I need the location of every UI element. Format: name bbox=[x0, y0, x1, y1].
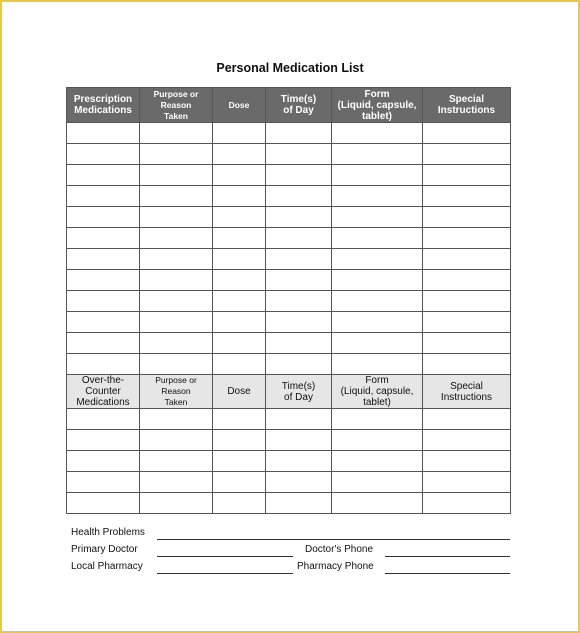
otc-header-row bbox=[67, 375, 511, 409]
prescription-cell[interactable] bbox=[266, 207, 332, 228]
prescription-cell[interactable] bbox=[423, 333, 511, 354]
prescription-cell[interactable] bbox=[140, 165, 213, 186]
header-purpose: Purpose or Reason Taken bbox=[140, 88, 213, 123]
otc-cell[interactable] bbox=[266, 430, 332, 451]
table-row bbox=[67, 249, 511, 270]
prescription-cell[interactable] bbox=[266, 228, 332, 249]
table-row bbox=[67, 144, 511, 165]
prescription-cell[interactable] bbox=[67, 186, 140, 207]
local-pharmacy-label: Local Pharmacy bbox=[71, 561, 143, 572]
otc-cell[interactable] bbox=[213, 430, 266, 451]
otc-cell[interactable] bbox=[423, 451, 511, 472]
doctors-phone-label: Doctor's Phone bbox=[305, 544, 374, 555]
prescription-cell[interactable] bbox=[423, 249, 511, 270]
prescription-cell[interactable] bbox=[266, 186, 332, 207]
prescription-cell[interactable] bbox=[423, 291, 511, 312]
prescription-cell[interactable] bbox=[67, 249, 140, 270]
header-special-instructions: Special Instructions bbox=[423, 88, 511, 123]
prescription-cell[interactable] bbox=[140, 207, 213, 228]
prescription-cell[interactable] bbox=[67, 123, 140, 144]
prescription-cell[interactable] bbox=[332, 207, 423, 228]
otc-cell[interactable] bbox=[423, 493, 511, 514]
otc-cell[interactable] bbox=[266, 409, 332, 430]
header-dose: Dose bbox=[213, 88, 266, 123]
otc-cell[interactable] bbox=[213, 409, 266, 430]
header-otc-times-of-day: Time(s) of Day bbox=[266, 375, 332, 409]
prescription-cell[interactable] bbox=[67, 333, 140, 354]
prescription-cell[interactable] bbox=[213, 165, 266, 186]
prescription-cell[interactable] bbox=[213, 123, 266, 144]
table-row bbox=[67, 472, 511, 493]
doctors-phone-line[interactable] bbox=[385, 556, 510, 557]
prescription-cell[interactable] bbox=[140, 144, 213, 165]
pharmacy-phone-label: Pharmacy Phone bbox=[297, 561, 374, 572]
otc-cell[interactable] bbox=[67, 430, 140, 451]
prescription-cell[interactable] bbox=[266, 123, 332, 144]
table-row bbox=[67, 430, 511, 451]
table-row bbox=[67, 312, 511, 333]
prescription-cell[interactable] bbox=[423, 165, 511, 186]
header-prescription-medications: Prescription Medications bbox=[67, 88, 140, 123]
table-row bbox=[67, 123, 511, 144]
prescription-cell[interactable] bbox=[332, 165, 423, 186]
prescription-cell[interactable] bbox=[423, 228, 511, 249]
otc-cell[interactable] bbox=[140, 493, 213, 514]
prescription-cell[interactable] bbox=[423, 354, 511, 375]
prescription-cell[interactable] bbox=[332, 354, 423, 375]
table-row bbox=[67, 451, 511, 472]
prescription-cell[interactable] bbox=[213, 270, 266, 291]
prescription-cell[interactable] bbox=[332, 186, 423, 207]
table-row bbox=[67, 165, 511, 186]
prescription-cell[interactable] bbox=[423, 186, 511, 207]
pharmacy-phone-line[interactable] bbox=[385, 573, 510, 574]
otc-cell[interactable] bbox=[140, 409, 213, 430]
primary-doctor-label: Primary Doctor bbox=[71, 544, 138, 555]
otc-cell[interactable] bbox=[332, 430, 423, 451]
prescription-cell[interactable] bbox=[140, 354, 213, 375]
otc-cell[interactable] bbox=[67, 493, 140, 514]
health-problems-line[interactable] bbox=[157, 539, 510, 540]
header-otc-medications: Over-the- Counter Medications bbox=[67, 375, 140, 409]
table-row bbox=[67, 291, 511, 312]
table-row bbox=[67, 333, 511, 354]
prescription-cell[interactable] bbox=[266, 144, 332, 165]
header-otc-dose: Dose bbox=[213, 375, 266, 409]
table-row bbox=[67, 207, 511, 228]
prescription-cell[interactable] bbox=[266, 333, 332, 354]
prescription-cell[interactable] bbox=[67, 270, 140, 291]
table-row bbox=[67, 354, 511, 375]
otc-cell[interactable] bbox=[332, 451, 423, 472]
otc-cell[interactable] bbox=[423, 409, 511, 430]
prescription-cell[interactable] bbox=[140, 333, 213, 354]
header-otc-purpose: Purpose or Reason Taken bbox=[140, 375, 213, 409]
prescription-cell[interactable] bbox=[213, 312, 266, 333]
prescription-cell[interactable] bbox=[67, 228, 140, 249]
prescription-cell[interactable] bbox=[67, 144, 140, 165]
health-problems-label: Health Problems bbox=[71, 527, 145, 538]
prescription-cell[interactable] bbox=[423, 207, 511, 228]
prescription-cell[interactable] bbox=[213, 354, 266, 375]
otc-cell[interactable] bbox=[213, 493, 266, 514]
table-row bbox=[67, 409, 511, 430]
prescription-cell[interactable] bbox=[67, 165, 140, 186]
otc-cell[interactable] bbox=[140, 451, 213, 472]
prescription-cell[interactable] bbox=[67, 312, 140, 333]
prescription-cell[interactable] bbox=[140, 228, 213, 249]
prescription-cell[interactable] bbox=[266, 291, 332, 312]
otc-cell[interactable] bbox=[67, 472, 140, 493]
prescription-cell[interactable] bbox=[332, 123, 423, 144]
page-title: Personal Medication List bbox=[216, 61, 364, 75]
table-row bbox=[67, 493, 511, 514]
header-otc-form: Form (Liquid, capsule, tablet) bbox=[332, 375, 423, 409]
prescription-cell[interactable] bbox=[266, 249, 332, 270]
table-row bbox=[67, 228, 511, 249]
prescription-cell[interactable] bbox=[140, 312, 213, 333]
medication-table bbox=[66, 87, 511, 514]
otc-cell[interactable] bbox=[140, 430, 213, 451]
prescription-cell[interactable] bbox=[423, 144, 511, 165]
prescription-cell[interactable] bbox=[140, 291, 213, 312]
prescription-cell[interactable] bbox=[213, 333, 266, 354]
prescription-cell[interactable] bbox=[332, 291, 423, 312]
otc-cell[interactable] bbox=[213, 451, 266, 472]
prescription-cell[interactable] bbox=[332, 312, 423, 333]
otc-cell[interactable] bbox=[140, 472, 213, 493]
prescription-cell[interactable] bbox=[266, 312, 332, 333]
prescription-cell[interactable] bbox=[266, 354, 332, 375]
table-row bbox=[67, 186, 511, 207]
prescription-cell[interactable] bbox=[140, 186, 213, 207]
primary-doctor-line[interactable] bbox=[157, 556, 293, 557]
table-row bbox=[67, 270, 511, 291]
prescription-cell[interactable] bbox=[332, 333, 423, 354]
otc-cell[interactable] bbox=[332, 409, 423, 430]
prescription-cell[interactable] bbox=[213, 291, 266, 312]
prescription-cell[interactable] bbox=[213, 144, 266, 165]
otc-cell[interactable] bbox=[213, 472, 266, 493]
prescription-cell[interactable] bbox=[213, 186, 266, 207]
prescription-cell[interactable] bbox=[213, 249, 266, 270]
prescription-cell[interactable] bbox=[332, 144, 423, 165]
header-otc-special-instructions: Special Instructions bbox=[423, 375, 511, 409]
prescription-cell[interactable] bbox=[423, 312, 511, 333]
otc-cell[interactable] bbox=[67, 409, 140, 430]
otc-cell[interactable] bbox=[423, 430, 511, 451]
header-times-of-day: Time(s) of Day bbox=[266, 88, 332, 123]
prescription-cell[interactable] bbox=[140, 123, 213, 144]
prescription-cell[interactable] bbox=[266, 165, 332, 186]
prescription-cell[interactable] bbox=[140, 270, 213, 291]
prescription-cell[interactable] bbox=[423, 123, 511, 144]
prescription-cell[interactable] bbox=[67, 207, 140, 228]
prescription-cell[interactable] bbox=[213, 228, 266, 249]
prescription-cell[interactable] bbox=[67, 354, 140, 375]
local-pharmacy-line[interactable] bbox=[157, 573, 293, 574]
prescription-cell[interactable] bbox=[140, 249, 213, 270]
prescription-cell[interactable] bbox=[67, 291, 140, 312]
prescription-cell[interactable] bbox=[266, 270, 332, 291]
prescription-cell[interactable] bbox=[332, 249, 423, 270]
otc-cell[interactable] bbox=[332, 493, 423, 514]
header-form: Form (Liquid, capsule, tablet) bbox=[332, 88, 423, 123]
prescription-header-row bbox=[67, 88, 511, 123]
prescription-cell[interactable] bbox=[332, 228, 423, 249]
otc-cell[interactable] bbox=[423, 472, 511, 493]
otc-cell[interactable] bbox=[332, 472, 423, 493]
prescription-cell[interactable] bbox=[213, 207, 266, 228]
otc-cell[interactable] bbox=[67, 451, 140, 472]
otc-cell[interactable] bbox=[266, 493, 332, 514]
prescription-cell[interactable] bbox=[423, 270, 511, 291]
otc-cell[interactable] bbox=[266, 451, 332, 472]
otc-cell[interactable] bbox=[266, 472, 332, 493]
prescription-cell[interactable] bbox=[332, 270, 423, 291]
